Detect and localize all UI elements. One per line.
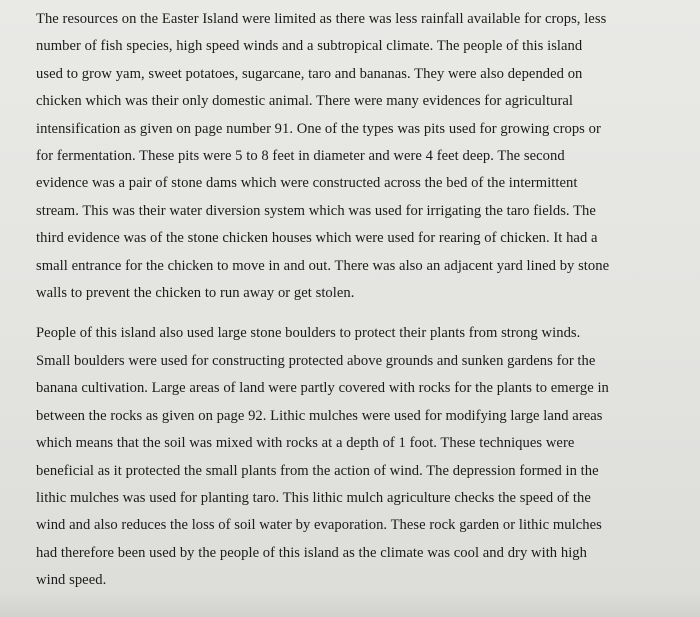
text-line: stream. This was their water diversion system which was used for irrigating the taro fields. The [36, 202, 596, 219]
text-line: number of fish species, high speed winds and a subtropical climate. The people of this island [36, 38, 583, 55]
text-line: intensification as given on page number 91. One of the types was pits used for growing crops or [36, 120, 601, 137]
text-line: small entrance for the chicken to move in and out. There was also an adjacent yard lined by stone [36, 257, 610, 274]
text-line: walls to prevent the chicken to run away or get stolen. [36, 285, 355, 302]
text-line: beneficial as it protected the small plants from the action of wind. The depression formed in the [36, 462, 599, 479]
text-line: third evidence was of the stone chicken houses which were used for rearing of chicken. It had a [36, 230, 598, 247]
text-line: People of this island also used large stone boulders to protect their plants from strong winds. [36, 325, 581, 342]
text-line: chicken which was their only domestic animal. There were many evidences for agricultural [36, 93, 574, 110]
text-line: between the rocks as given on page 92. Lithic mulches were used for modifying large land areas [36, 407, 603, 424]
text-line: for fermentation. These pits were 5 to 8 feet in diameter and were 4 feet deep. The second [36, 148, 565, 165]
text-line: wind and also reduces the loss of soil water by evaporation. These rock garden or lithic mulches [36, 517, 602, 534]
text-line: Small boulders were used for constructing protected above grounds and sunken gardens for the [36, 352, 596, 369]
text-line: banana cultivation. Large areas of land were partly covered with rocks for the plants to emerge in [36, 380, 609, 397]
text-line: wind speed. [36, 572, 107, 589]
text-line: lithic mulches was used for planting taro. This lithic mulch agriculture checks the speed of the [36, 489, 591, 506]
page-shadow [0, 591, 700, 617]
paragraph-agricultural-intensification [36, 6, 670, 307]
text-line: which means that the soil was mixed with rocks at a depth of 1 foot. These techniques were [36, 435, 575, 452]
text-line: The resources on the Easter Island were limited as there was less rainfall available for crops, less [36, 11, 607, 27]
text-line: had therefore been used by the people of this island as the climate was cool and dry with high [36, 544, 587, 561]
paragraph-lithic-mulches [36, 320, 670, 594]
text-line: evidence was a pair of stone dams which were constructed across the bed of the intermittent [36, 175, 578, 192]
text-line: used to grow yam, sweet potatoes, sugarcane, taro and bananas. They were also depended on [36, 65, 583, 82]
